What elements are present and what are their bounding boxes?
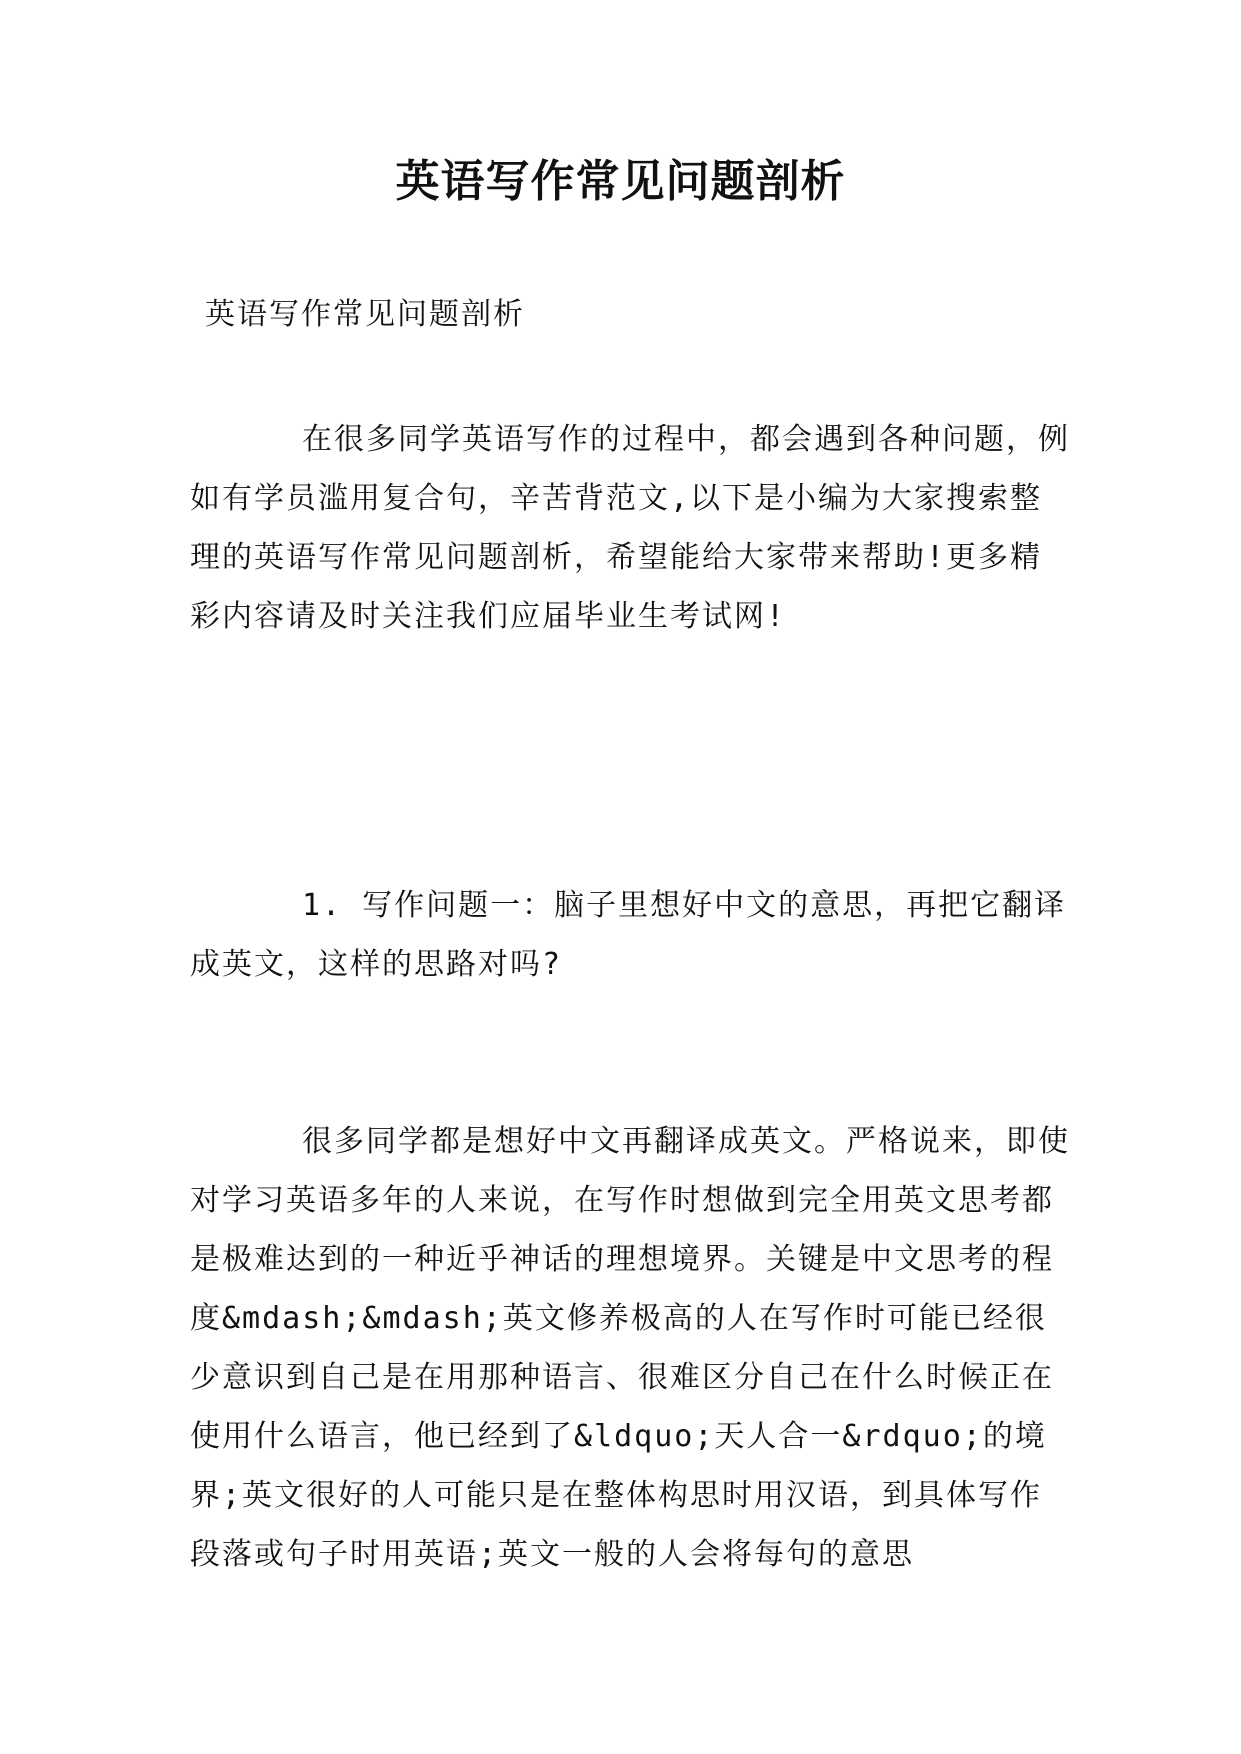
document-title: 英语写作常见问题剖析	[395, 156, 846, 207]
paragraph-intro: 在很多同学英语写作的过程中，都会遇到各种问题，例如有学员滥用复合句，辛苦背范文,以下是小编为大家搜索整理的英语写作常见问题剖析，希望能给大家带来帮助!更多精彩内容请及时关注我们应届毕业生考试网!	[190, 422, 1070, 634]
document-subtitle: 英语写作常见问题剖析	[205, 297, 525, 332]
paragraph-question-one: 1. 写作问题一：脑子里想好中文的意思，再把它翻译成英文，这样的思路对吗?	[190, 888, 1067, 982]
paragraph-answer-one: 很多同学都是想好中文再翻译成英文。严格说来，即使对学习英语多年的人来说，在写作时想做到完全用英文思考都是极难达到的一种近乎神话的理想境界。关键是中文思考的程度&mdash;&mdash;英文修养极高的人在写作时可能已经很少意识到自己是在用那种语言、很难区分自己在什么时候正在使用什么语言，他已经到了&ldquo;天人合一&rdquo;的境界;英文很好的人可能只是在整体构思时用汉语，到具体写作段落或句子时用英语;英文一般的人会将每句的意思	[190, 1124, 1070, 1572]
